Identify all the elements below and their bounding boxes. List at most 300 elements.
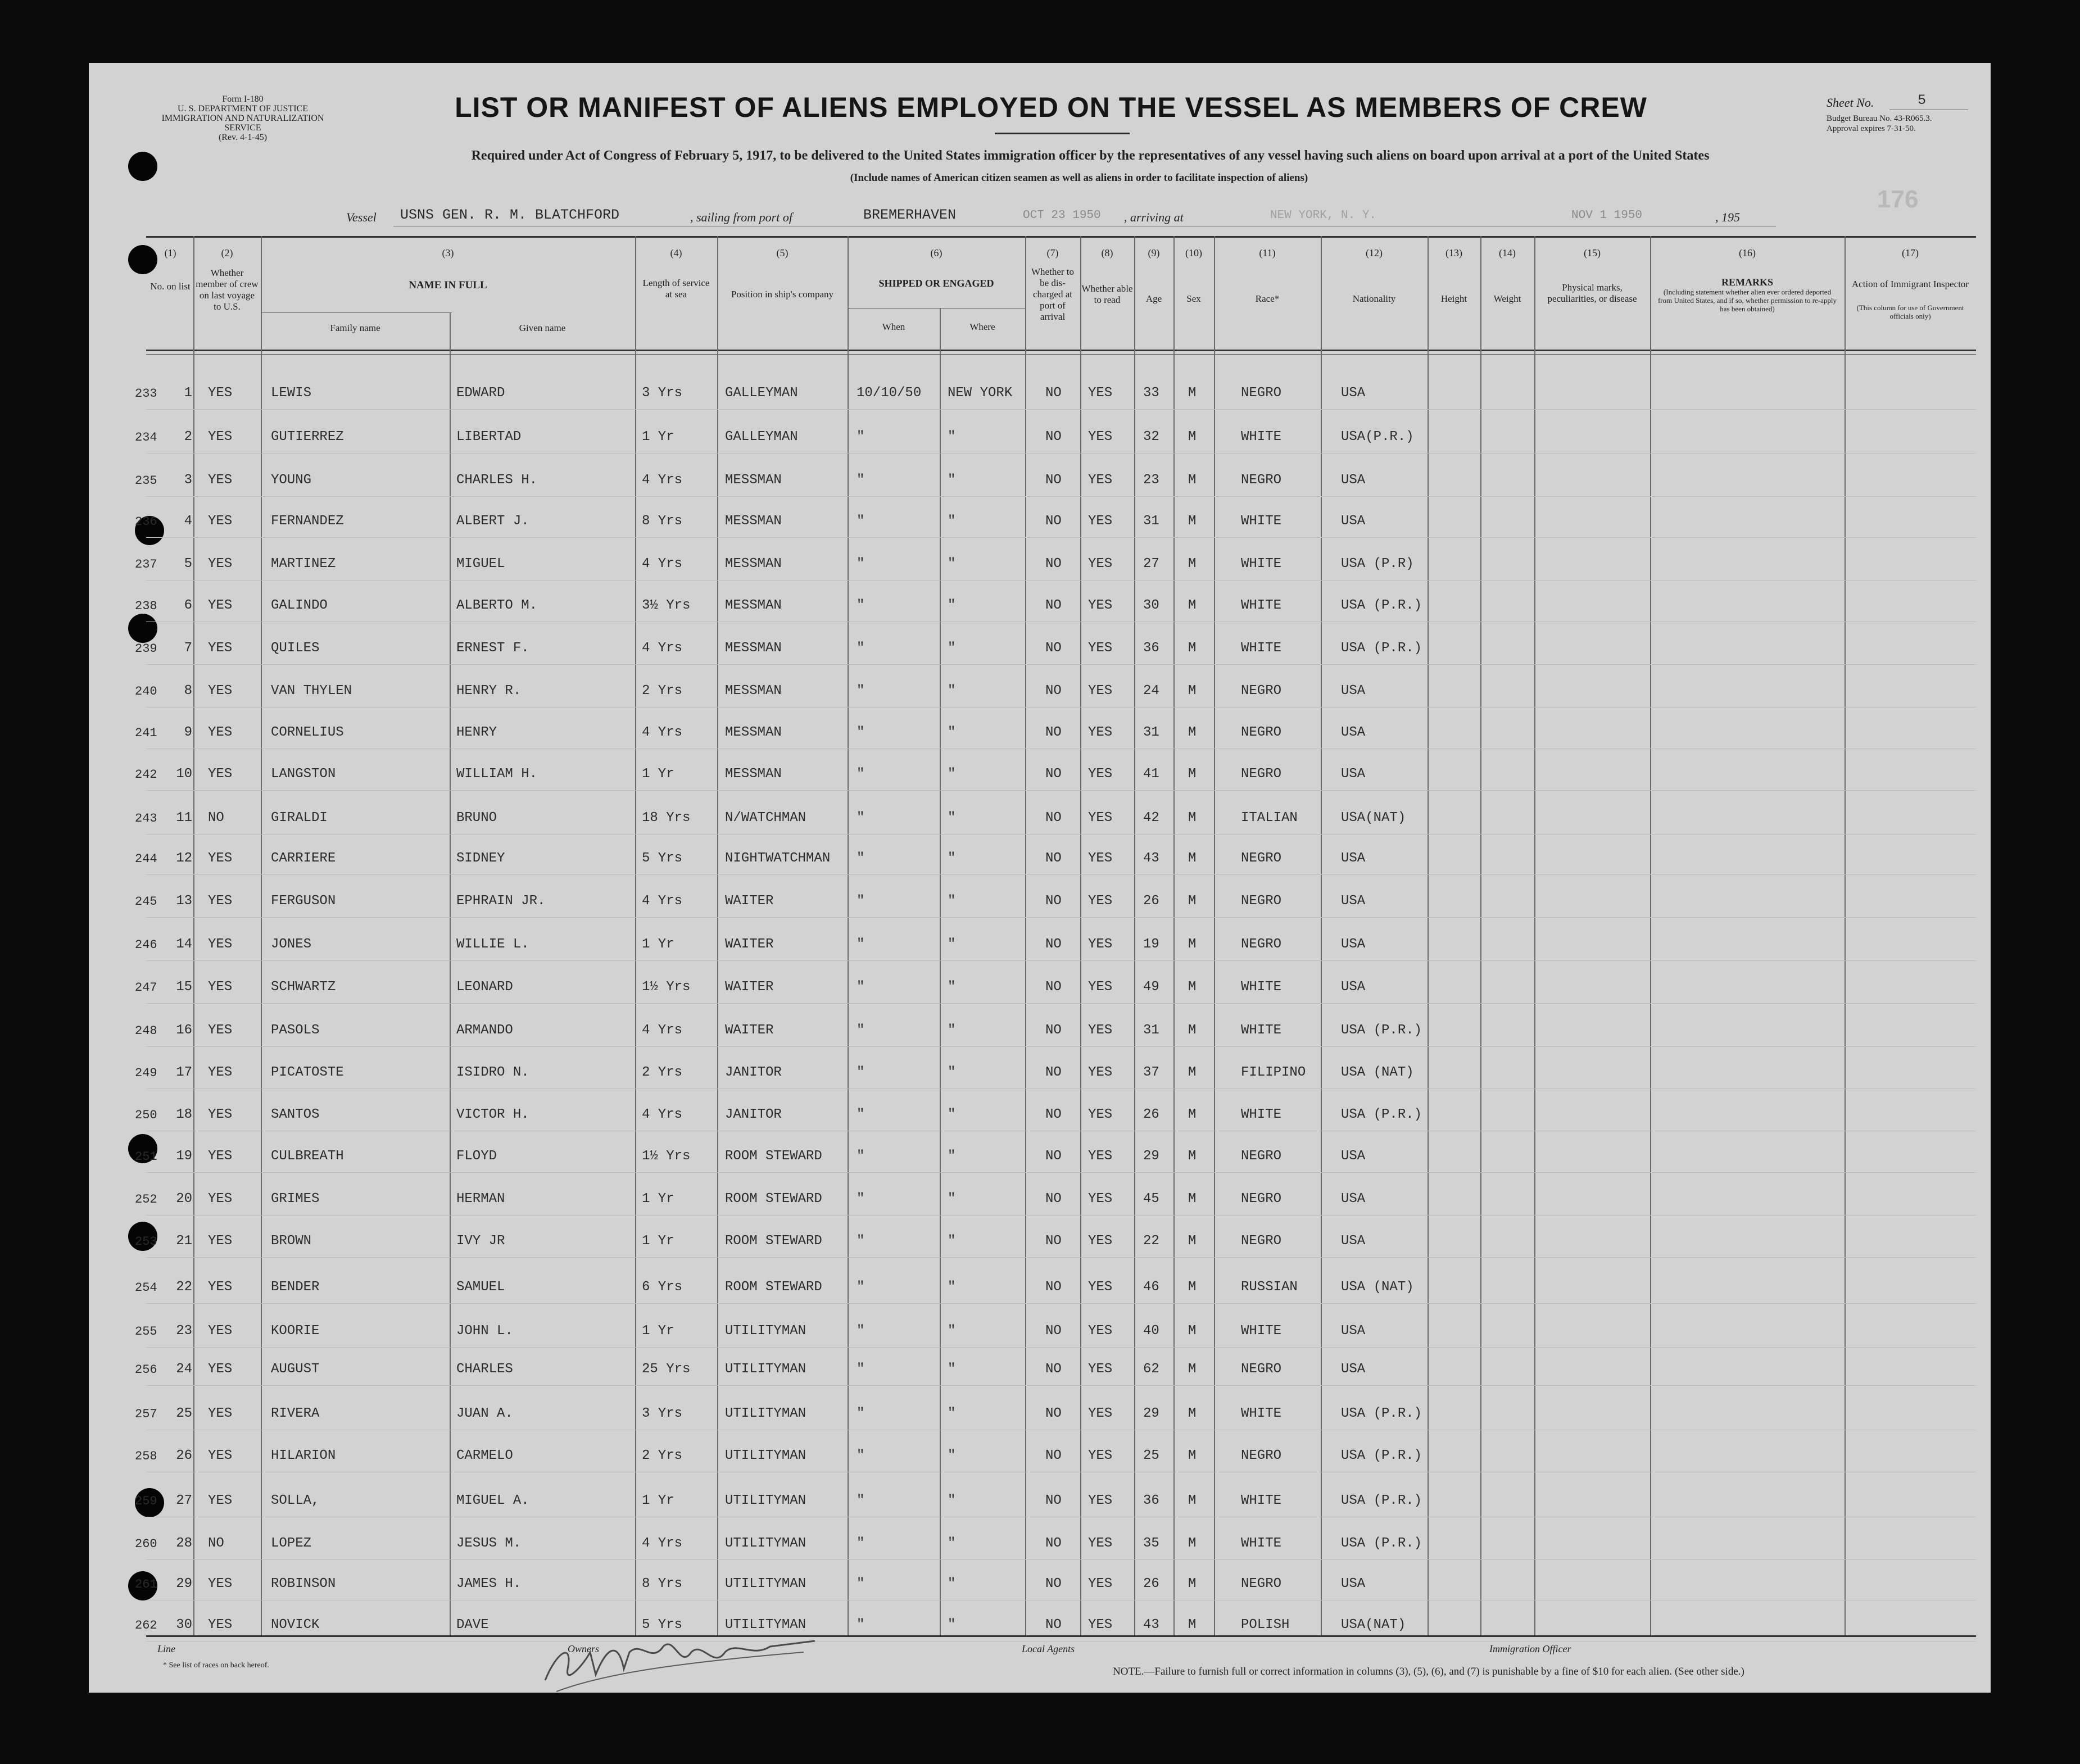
cell-sex: M bbox=[1188, 1023, 1197, 1038]
col-num-3: (3) bbox=[442, 247, 454, 259]
row-stamp-number: 233 bbox=[135, 387, 157, 401]
col-num-10: (10) bbox=[1185, 247, 1202, 259]
cell-race: NEGRO bbox=[1241, 1149, 1282, 1164]
cell-where: " bbox=[948, 1107, 956, 1122]
cell-family: VAN THYLEN bbox=[271, 683, 352, 699]
row-stamp-number: 250 bbox=[135, 1108, 157, 1122]
header-given-name: Given name bbox=[519, 323, 566, 333]
cell-where: " bbox=[948, 894, 956, 909]
cell-age: 46 bbox=[1143, 1280, 1159, 1295]
cell-given: CARMELO bbox=[456, 1448, 513, 1463]
cell-nat: USA (P.R.) bbox=[1341, 1493, 1422, 1508]
cell-position: MESSMAN bbox=[725, 767, 782, 782]
cell-sex: M bbox=[1188, 386, 1197, 401]
cell-age: 42 bbox=[1143, 810, 1159, 826]
cell-where: " bbox=[948, 725, 956, 740]
cell-read: YES bbox=[1088, 894, 1113, 909]
cell-where: " bbox=[948, 1191, 956, 1207]
header-action: Action of Immigrant Inspector bbox=[1851, 279, 1969, 289]
vessel-name: USNS GEN. R. M. BLATCHFORD bbox=[400, 207, 620, 223]
cell-age: 36 bbox=[1143, 1493, 1159, 1508]
cell-no: 10 bbox=[176, 767, 192, 782]
cell-member: YES bbox=[208, 851, 233, 866]
cell-when: " bbox=[857, 1536, 865, 1551]
cell-position: MESSMAN bbox=[725, 725, 782, 740]
row-stamp-number: 254 bbox=[135, 1281, 157, 1295]
col-num-1: (1) bbox=[164, 247, 176, 259]
cell-family: JONES bbox=[271, 937, 312, 952]
cell-family: FERGUSON bbox=[271, 894, 336, 909]
cell-where: " bbox=[948, 598, 956, 613]
header-action-sub: (This column for use of Government officials only) bbox=[1856, 303, 1964, 320]
cell-given: ALBERTO M. bbox=[456, 598, 538, 613]
cell-disch: NO bbox=[1045, 1448, 1062, 1463]
sailing-label: , sailing from port of bbox=[690, 210, 792, 224]
row-rule bbox=[146, 1347, 1976, 1348]
cell-member: YES bbox=[208, 556, 233, 572]
cell-when: " bbox=[857, 1617, 865, 1633]
cell-family: NOVICK bbox=[271, 1617, 320, 1633]
cell-member: NO bbox=[208, 1536, 224, 1551]
budget-info bbox=[1827, 114, 1932, 134]
cell-no: 1 bbox=[184, 386, 192, 401]
cell-nat: USA bbox=[1341, 683, 1366, 699]
table-top-rule bbox=[146, 236, 1976, 238]
cell-sex: M bbox=[1188, 980, 1197, 995]
cell-when: " bbox=[857, 683, 865, 699]
cell-disch: NO bbox=[1045, 1065, 1062, 1080]
cell-nat: USA bbox=[1341, 1362, 1366, 1377]
cell-where: " bbox=[948, 980, 956, 995]
approval-expiry: Approval expires 7-31-50. bbox=[1827, 124, 1916, 133]
cell-no: 12 bbox=[176, 851, 192, 866]
row-rule bbox=[146, 496, 1976, 497]
header-where: Where bbox=[969, 321, 995, 332]
cell-family: PICATOSTE bbox=[271, 1065, 344, 1080]
cell-position: WAITER bbox=[725, 894, 774, 909]
cell-sex: M bbox=[1188, 556, 1197, 572]
cell-disch: NO bbox=[1045, 1406, 1062, 1421]
cell-when: " bbox=[857, 894, 865, 909]
cell-race: NEGRO bbox=[1241, 937, 1282, 952]
cell-length: 1 Yr bbox=[642, 1234, 674, 1249]
row-rule bbox=[146, 917, 1976, 918]
cell-age: 32 bbox=[1143, 429, 1159, 445]
cell-read: YES bbox=[1088, 1107, 1113, 1122]
cell-length: 4 Yrs bbox=[642, 1023, 683, 1038]
cell-sex: M bbox=[1188, 1406, 1197, 1421]
cell-position: WAITER bbox=[725, 937, 774, 952]
cell-family: CORNELIUS bbox=[271, 725, 344, 740]
cell-position: UTILITYMAN bbox=[725, 1323, 806, 1339]
cell-family: BROWN bbox=[271, 1234, 312, 1249]
cell-race: NEGRO bbox=[1241, 767, 1282, 782]
cell-member: YES bbox=[208, 386, 233, 401]
row-stamp-number: 236 bbox=[135, 515, 157, 529]
cell-disch: NO bbox=[1045, 514, 1062, 529]
cell-read: YES bbox=[1088, 1023, 1113, 1038]
arriving-date: NOV 1 1950 bbox=[1571, 209, 1643, 222]
cell-member: YES bbox=[208, 1107, 233, 1122]
cell-read: YES bbox=[1088, 1191, 1113, 1207]
cell-disch: NO bbox=[1045, 767, 1062, 782]
row-rule bbox=[146, 664, 1976, 665]
cell-sex: M bbox=[1188, 810, 1197, 826]
cell-position: WAITER bbox=[725, 980, 774, 995]
cell-nat: USA (P.R.) bbox=[1341, 1536, 1422, 1551]
cell-where: " bbox=[948, 429, 956, 445]
cell-where: " bbox=[948, 1362, 956, 1377]
cell-no: 19 bbox=[176, 1149, 192, 1164]
col-num-8: (8) bbox=[1101, 247, 1113, 259]
cell-race: NEGRO bbox=[1241, 1576, 1282, 1591]
cell-no: 18 bbox=[176, 1107, 192, 1122]
cell-family: ROBINSON bbox=[271, 1576, 336, 1591]
cell-length: 4 Yrs bbox=[642, 725, 683, 740]
cell-disch: NO bbox=[1045, 1023, 1062, 1038]
cell-member: YES bbox=[208, 1280, 233, 1295]
cell-where: " bbox=[948, 1406, 956, 1421]
cell-given: CHARLES H. bbox=[456, 473, 538, 488]
cell-length: 2 Yrs bbox=[642, 1065, 683, 1080]
cell-given: EPHRAIN JR. bbox=[456, 894, 546, 909]
footer-fine-note: NOTE.—Failure to furnish full or correct information in columns (3), (5), (6), and (7) is punishable by a fine of $10 for each alien. (See other side.) bbox=[1113, 1666, 1744, 1677]
cell-age: 37 bbox=[1143, 1065, 1159, 1080]
cell-length: 5 Yrs bbox=[642, 1617, 683, 1633]
cell-position: UTILITYMAN bbox=[725, 1493, 806, 1508]
cell-race: WHITE bbox=[1241, 1406, 1282, 1421]
col-num-5: (5) bbox=[776, 247, 789, 259]
table-column-rule bbox=[1428, 236, 1429, 1635]
cell-age: 29 bbox=[1143, 1149, 1159, 1164]
header-age: Age bbox=[1145, 293, 1162, 304]
table-column-rule bbox=[261, 236, 262, 1635]
cell-when: " bbox=[857, 1406, 865, 1421]
cell-when: " bbox=[857, 937, 865, 952]
cell-when: " bbox=[857, 556, 865, 572]
cell-given: HENRY R. bbox=[456, 683, 522, 699]
cell-when: " bbox=[857, 810, 865, 826]
cell-member: YES bbox=[208, 683, 233, 699]
cell-no: 6 bbox=[184, 598, 192, 613]
cell-read: YES bbox=[1088, 1536, 1113, 1551]
cell-sex: M bbox=[1188, 1576, 1197, 1591]
row-rule bbox=[146, 1257, 1976, 1258]
cell-age: 40 bbox=[1143, 1323, 1159, 1339]
cell-no: 17 bbox=[176, 1065, 192, 1080]
cell-when: " bbox=[857, 429, 865, 445]
cell-where: " bbox=[948, 1149, 956, 1164]
form-info bbox=[147, 94, 338, 142]
cell-disch: NO bbox=[1045, 641, 1062, 656]
cell-where: " bbox=[948, 1493, 956, 1508]
cell-nat: USA (NAT) bbox=[1341, 1065, 1414, 1080]
table-column-rule bbox=[1650, 236, 1651, 1635]
row-rule bbox=[146, 707, 1976, 708]
row-rule bbox=[146, 1559, 1976, 1560]
cell-no: 23 bbox=[176, 1323, 192, 1339]
cell-no: 15 bbox=[176, 980, 192, 995]
header-sex: Sex bbox=[1186, 293, 1201, 304]
cell-where: " bbox=[948, 937, 956, 952]
row-rule bbox=[146, 1215, 1976, 1216]
cell-length: 1 Yr bbox=[642, 937, 674, 952]
cell-position: ROOM STEWARD bbox=[725, 1149, 822, 1164]
table-column-rule bbox=[717, 236, 718, 1635]
cell-disch: NO bbox=[1045, 683, 1062, 699]
row-stamp-number: 248 bbox=[135, 1024, 157, 1038]
cell-member: YES bbox=[208, 1617, 233, 1633]
cell-where: " bbox=[948, 1617, 956, 1633]
row-rule bbox=[146, 1385, 1976, 1386]
cell-where: " bbox=[948, 1065, 956, 1080]
cell-race: FILIPINO bbox=[1241, 1065, 1306, 1080]
cell-length: 4 Yrs bbox=[642, 556, 683, 572]
cell-disch: NO bbox=[1045, 1576, 1062, 1591]
form-number: Form I-180 bbox=[222, 94, 264, 104]
cell-race: WHITE bbox=[1241, 641, 1282, 656]
cell-where: " bbox=[948, 1023, 956, 1038]
cell-position: JANITOR bbox=[725, 1065, 782, 1080]
cell-read: YES bbox=[1088, 851, 1113, 866]
cell-given: CHARLES bbox=[456, 1362, 513, 1377]
cell-race: WHITE bbox=[1241, 514, 1282, 529]
col-num-14: (14) bbox=[1499, 247, 1516, 259]
cell-when: " bbox=[857, 980, 865, 995]
cell-race: WHITE bbox=[1241, 1323, 1282, 1339]
cell-disch: NO bbox=[1045, 1362, 1062, 1377]
cell-when: " bbox=[857, 1149, 865, 1164]
table-column-rule bbox=[1321, 236, 1322, 1635]
cell-disch: NO bbox=[1045, 937, 1062, 952]
cell-when: " bbox=[857, 1323, 865, 1339]
cell-race: POLISH bbox=[1241, 1617, 1290, 1633]
cell-disch: NO bbox=[1045, 556, 1062, 572]
cell-when: " bbox=[857, 1234, 865, 1249]
cell-read: YES bbox=[1088, 1493, 1113, 1508]
row-stamp-number: 258 bbox=[135, 1449, 157, 1463]
row-rule bbox=[146, 874, 1976, 875]
cell-member: YES bbox=[208, 641, 233, 656]
col-num-2: (2) bbox=[221, 247, 233, 259]
row-rule bbox=[146, 537, 1976, 538]
cell-nat: USA bbox=[1341, 937, 1366, 952]
cell-read: YES bbox=[1088, 1448, 1113, 1463]
cell-race: NEGRO bbox=[1241, 386, 1282, 401]
cell-nat: USA bbox=[1341, 851, 1366, 866]
cell-race: WHITE bbox=[1241, 1493, 1282, 1508]
cell-sex: M bbox=[1188, 937, 1197, 952]
cell-sex: M bbox=[1188, 1493, 1197, 1508]
cell-position: MESSMAN bbox=[725, 641, 782, 656]
cell-family: CULBREATH bbox=[271, 1149, 344, 1164]
signature-icon bbox=[534, 1618, 826, 1697]
cell-no: 7 bbox=[184, 641, 192, 656]
cell-age: 27 bbox=[1143, 556, 1159, 572]
cell-no: 14 bbox=[176, 937, 192, 952]
cell-nat: USA bbox=[1341, 1576, 1366, 1591]
cell-read: YES bbox=[1088, 386, 1113, 401]
cell-family: LEWIS bbox=[271, 386, 312, 401]
cell-sex: M bbox=[1188, 429, 1197, 445]
cell-age: 62 bbox=[1143, 1362, 1159, 1377]
cell-length: 2 Yrs bbox=[642, 683, 683, 699]
cell-member: YES bbox=[208, 598, 233, 613]
cell-read: YES bbox=[1088, 683, 1113, 699]
cell-when: " bbox=[857, 1191, 865, 1207]
cell-length: 8 Yrs bbox=[642, 1576, 683, 1591]
table-column-rule bbox=[1025, 236, 1026, 1635]
cell-no: 27 bbox=[176, 1493, 192, 1508]
stamp-number: 176 bbox=[1877, 185, 1919, 213]
row-stamp-number: 237 bbox=[135, 557, 157, 572]
cell-when: " bbox=[857, 1362, 865, 1377]
col-num-4: (4) bbox=[670, 247, 682, 259]
cell-position: ROOM STEWARD bbox=[725, 1280, 822, 1295]
cell-given: SIDNEY bbox=[456, 851, 505, 866]
cell-disch: NO bbox=[1045, 386, 1062, 401]
col-num-9: (9) bbox=[1148, 247, 1160, 259]
cell-nat: USA bbox=[1341, 473, 1366, 488]
budget-bureau: Budget Bureau No. 43-R065.3. bbox=[1827, 114, 1932, 123]
cell-disch: NO bbox=[1045, 1493, 1062, 1508]
row-stamp-number: 260 bbox=[135, 1537, 157, 1551]
cell-nat: USA (P.R) bbox=[1341, 556, 1414, 572]
cell-when: " bbox=[857, 1576, 865, 1591]
cell-read: YES bbox=[1088, 598, 1113, 613]
cell-no: 5 bbox=[184, 556, 192, 572]
cell-age: 31 bbox=[1143, 725, 1159, 740]
cell-family: PASOLS bbox=[271, 1023, 320, 1038]
cell-where: " bbox=[948, 767, 956, 782]
row-stamp-number: 240 bbox=[135, 684, 157, 699]
row-stamp-number: 238 bbox=[135, 599, 157, 613]
row-stamp-number: 239 bbox=[135, 642, 157, 656]
cell-read: YES bbox=[1088, 767, 1113, 782]
cell-no: 13 bbox=[176, 894, 192, 909]
cell-where: " bbox=[948, 1536, 956, 1551]
cell-position: GALLEYMAN bbox=[725, 429, 798, 445]
cell-family: SOLLA, bbox=[271, 1493, 320, 1508]
row-rule bbox=[146, 1172, 1976, 1173]
cell-member: YES bbox=[208, 1576, 233, 1591]
table-column-rule bbox=[940, 308, 941, 1635]
cell-age: 49 bbox=[1143, 980, 1159, 995]
cell-sex: M bbox=[1188, 641, 1197, 656]
cell-age: 24 bbox=[1143, 683, 1159, 699]
cell-read: YES bbox=[1088, 1280, 1113, 1295]
cell-position: UTILITYMAN bbox=[725, 1448, 806, 1463]
cell-member: YES bbox=[208, 514, 233, 529]
cell-disch: NO bbox=[1045, 1617, 1062, 1633]
header-able-read: Whether able to read bbox=[1081, 283, 1133, 305]
page-title: LIST OR MANIFEST OF ALIENS EMPLOYED ON THE VESSEL AS MEMBERS OF CREW bbox=[455, 92, 1647, 123]
cell-nat: USA (P.R.) bbox=[1341, 1448, 1422, 1463]
cell-sex: M bbox=[1188, 1191, 1197, 1207]
table-column-rule bbox=[1214, 236, 1215, 1635]
cell-sex: M bbox=[1188, 683, 1197, 699]
year-suffix: , 195 bbox=[1715, 210, 1740, 224]
cell-given: MIGUEL bbox=[456, 556, 505, 572]
cell-disch: NO bbox=[1045, 473, 1062, 488]
cell-sex: M bbox=[1188, 894, 1197, 909]
header-family-name: Family name bbox=[330, 323, 380, 333]
cell-where: " bbox=[948, 514, 956, 529]
header-shipped: SHIPPED OR ENGAGED bbox=[878, 278, 994, 289]
cell-family: GALINDO bbox=[271, 598, 328, 613]
cell-nat: USA (NAT) bbox=[1341, 1280, 1414, 1295]
header-race: Race* bbox=[1255, 293, 1280, 304]
cell-disch: NO bbox=[1045, 1191, 1062, 1207]
service: IMMIGRATION AND NATURALIZATION SERVICE bbox=[161, 114, 324, 133]
col-num-7: (7) bbox=[1046, 247, 1059, 259]
cell-given: SAMUEL bbox=[456, 1280, 505, 1295]
cell-family: GRIMES bbox=[271, 1191, 320, 1207]
row-rule bbox=[146, 790, 1976, 791]
row-stamp-number: 257 bbox=[135, 1407, 157, 1421]
row-stamp-number: 243 bbox=[135, 811, 157, 826]
cell-no: 22 bbox=[176, 1280, 192, 1295]
cell-sex: M bbox=[1188, 851, 1197, 866]
cell-read: YES bbox=[1088, 810, 1113, 826]
header-length-service: Length of service at sea bbox=[642, 278, 710, 300]
cell-length: 4 Yrs bbox=[642, 894, 683, 909]
cell-sex: M bbox=[1188, 1362, 1197, 1377]
col-num-17: (17) bbox=[1902, 247, 1919, 259]
row-stamp-number: 247 bbox=[135, 981, 157, 995]
cell-given: EDWARD bbox=[456, 386, 505, 401]
cell-family: LANGSTON bbox=[271, 767, 336, 782]
cell-race: WHITE bbox=[1241, 1023, 1282, 1038]
row-stamp-number: 256 bbox=[135, 1363, 157, 1377]
cell-when: " bbox=[857, 767, 865, 782]
cell-when: " bbox=[857, 473, 865, 488]
cell-length: 3 Yrs bbox=[642, 386, 683, 401]
cell-no: 30 bbox=[176, 1617, 192, 1633]
cell-sex: M bbox=[1188, 514, 1197, 529]
cell-member: NO bbox=[208, 810, 224, 826]
cell-when: " bbox=[857, 725, 865, 740]
cell-family: KOORIE bbox=[271, 1323, 320, 1339]
row-rule bbox=[146, 580, 1976, 581]
cell-member: YES bbox=[208, 1448, 233, 1463]
footer-officer-label: Immigration Officer bbox=[1489, 1643, 1571, 1654]
cell-member: YES bbox=[208, 1191, 233, 1207]
cell-length: 1½ Yrs bbox=[642, 980, 691, 995]
cell-position: MESSMAN bbox=[725, 473, 782, 488]
cell-where: " bbox=[948, 1234, 956, 1249]
cell-member: YES bbox=[208, 894, 233, 909]
cell-when: " bbox=[857, 514, 865, 529]
cell-no: 21 bbox=[176, 1234, 192, 1249]
cell-length: 1 Yr bbox=[642, 429, 674, 445]
cell-nat: USA bbox=[1341, 894, 1366, 909]
footer-races-note: * See list of races on back hereof. bbox=[163, 1661, 269, 1670]
row-stamp-number: 261 bbox=[135, 1577, 157, 1591]
cell-given: DAVE bbox=[456, 1617, 489, 1633]
cell-sex: M bbox=[1188, 1536, 1197, 1551]
table-column-rule bbox=[1173, 236, 1175, 1635]
cell-member: YES bbox=[208, 1493, 233, 1508]
cell-sex: M bbox=[1188, 725, 1197, 740]
header-no-on-list: No. on list bbox=[150, 281, 191, 292]
cell-no: 24 bbox=[176, 1362, 192, 1377]
subtitle-include: (Include names of American citizen seamen as well as aliens in order to facilitate inspection of aliens) bbox=[850, 172, 1308, 184]
cell-position: NIGHTWATCHMAN bbox=[725, 851, 831, 866]
cell-where: " bbox=[948, 810, 956, 826]
cell-sex: M bbox=[1188, 1149, 1197, 1164]
cell-when: " bbox=[857, 598, 865, 613]
